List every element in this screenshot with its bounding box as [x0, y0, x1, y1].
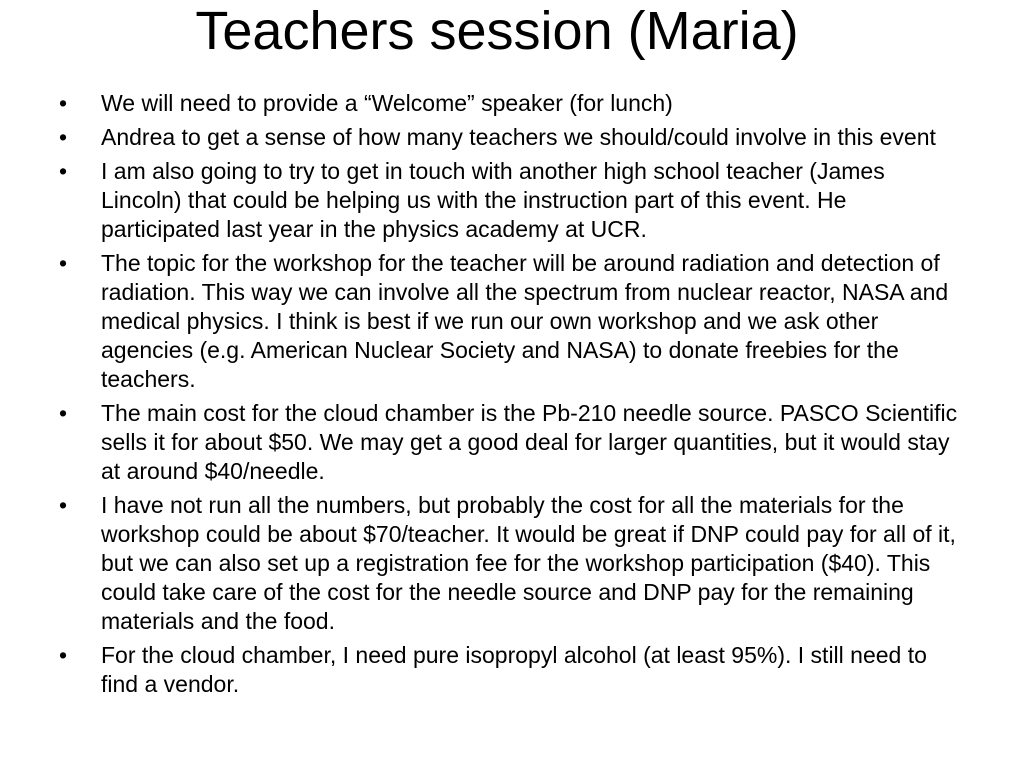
- bullet-text: I am also going to try to get in touch with another high school teacher (James Lincoln) that could be helping us with the instruction part of this event. He participated last year in the physics academy at UCR.: [101, 158, 885, 242]
- bullet-dot-icon: •: [59, 250, 68, 276]
- bullet-item: [59, 491, 959, 636]
- bullet-dot-icon: •: [59, 642, 68, 668]
- bullet-item: [59, 641, 959, 699]
- bullet-dot-icon: •: [59, 90, 68, 116]
- bullet-text: Andrea to get a sense of how many teachers we should/could involve in this event: [101, 124, 936, 150]
- bullet-text: For the cloud chamber, I need pure isopropyl alcohol (at least 95%). I still need to find a vendor.: [101, 642, 927, 697]
- bullet-item: [59, 123, 959, 152]
- slide-title: Teachers session (Maria): [195, 1, 799, 61]
- bullet-text: The topic for the workshop for the teacher will be around radiation and detection of radiation. This way we can involve all the spectrum from nuclear reactor, NASA and medical physics. I think is best if we run our own workshop and we ask other agencies (e.g. American Nuclear Society and NASA) to donate freebies for the teachers.: [101, 250, 949, 392]
- bullet-text: The main cost for the cloud chamber is the Pb-210 needle source. PASCO Scientific sells it for about $50. We may get a good deal for larger quantities, but it would stay at around $40/needle.: [101, 400, 958, 484]
- bullet-text: I have not run all the numbers, but probably the cost for all the materials for the workshop could be about $70/teacher. It would be great if DNP could pay for all of it, but we can also set up a registration fee for the workshop participation ($40). This could take care of the cost for the needle source and DNP pay for the remaining materials and the food.: [101, 492, 956, 634]
- bullet-dot-icon: •: [59, 400, 68, 426]
- bullet-list: [59, 89, 959, 704]
- bullet-item: [59, 399, 959, 486]
- bullet-text: We will need to provide a “Welcome” speaker (for lunch): [101, 90, 673, 116]
- bullet-dot-icon: •: [59, 492, 68, 518]
- bullet-dot-icon: •: [59, 124, 68, 150]
- bullet-item: [59, 249, 959, 394]
- bullet-item: [59, 89, 959, 118]
- bullet-dot-icon: •: [59, 158, 68, 184]
- bullet-item: [59, 157, 959, 244]
